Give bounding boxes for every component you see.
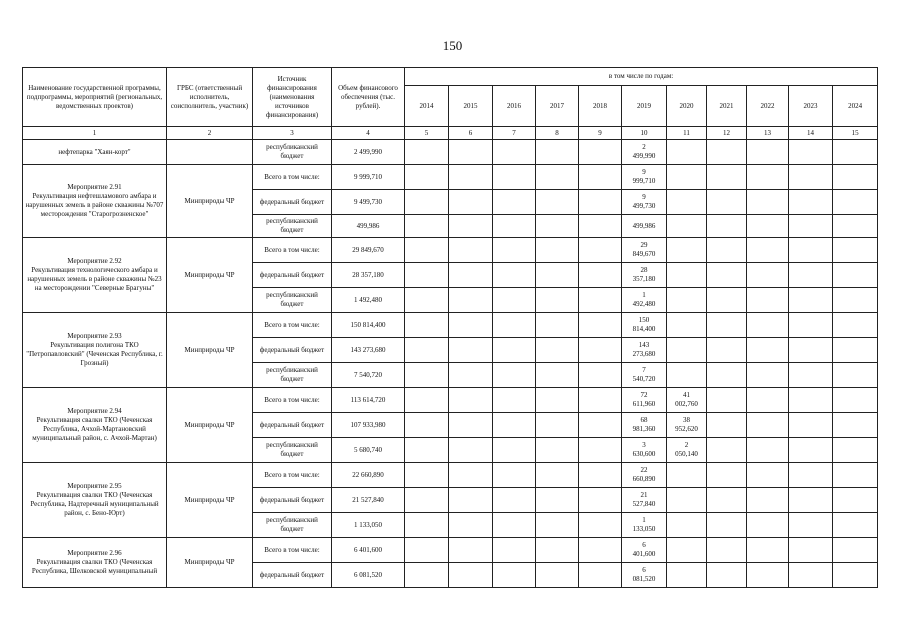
year-cell-empty — [747, 388, 789, 413]
year-cell-empty — [493, 288, 536, 313]
volume-cell: 499,986 — [332, 215, 405, 238]
year-cell-empty — [789, 488, 833, 513]
year-2020-cell — [667, 463, 707, 488]
year-cell-empty — [707, 215, 747, 238]
year-cell-empty — [493, 563, 536, 588]
column-number: 11 — [667, 127, 707, 140]
table-row — [23, 140, 878, 165]
column-number: 15 — [833, 127, 878, 140]
year-cell-empty — [789, 140, 833, 165]
header-grbs: ГРБС (ответственный исполнитель, соисполнитель, участник) — [167, 68, 253, 127]
year-2020-cell — [667, 488, 707, 513]
year-cell-empty — [536, 165, 579, 190]
year-2020-cell — [667, 513, 707, 538]
year-cell-empty — [747, 488, 789, 513]
year-cell-empty — [747, 215, 789, 238]
year-cell-empty — [747, 538, 789, 563]
source-cell: федеральный бюджет — [253, 263, 332, 288]
year-header: 2022 — [747, 86, 789, 127]
year-cell-empty — [536, 288, 579, 313]
source-cell: республиканский бюджет — [253, 513, 332, 538]
volume-cell: 21 527,840 — [332, 488, 405, 513]
table-row — [23, 388, 878, 413]
year-2019-cell: 1 133,050 — [622, 513, 667, 538]
year-2019-cell: 6 081,520 — [622, 563, 667, 588]
year-2019-cell: 29 849,670 — [622, 238, 667, 263]
year-cell-empty — [579, 140, 622, 165]
year-header: 2017 — [536, 86, 579, 127]
year-2019-cell: 2 499,990 — [622, 140, 667, 165]
source-cell: Всего в том числе: — [253, 165, 332, 190]
year-cell-empty — [405, 513, 449, 538]
header-volume: Объем финансового обеспечения (тыс. рублей). — [332, 68, 405, 127]
volume-cell: 107 933,980 — [332, 413, 405, 438]
year-cell-empty — [833, 215, 878, 238]
activity-name: Мероприятие 2.92 Рекультивация технологического амбара и нарушенных земель в районе скважины №23 на месторождении "Северные Брагуны" — [23, 238, 167, 313]
year-cell-empty — [789, 165, 833, 190]
year-cell-empty — [707, 413, 747, 438]
volume-cell: 1 133,050 — [332, 513, 405, 538]
year-cell-empty — [536, 438, 579, 463]
column-number: 2 — [167, 127, 253, 140]
year-cell-empty — [579, 388, 622, 413]
source-cell: федеральный бюджет — [253, 338, 332, 363]
source-cell: республиканский бюджет — [253, 363, 332, 388]
year-cell-empty — [493, 463, 536, 488]
year-cell-empty — [833, 140, 878, 165]
volume-cell: 6 081,520 — [332, 563, 405, 588]
year-cell-empty — [747, 238, 789, 263]
year-cell-empty — [405, 238, 449, 263]
year-cell-empty — [493, 388, 536, 413]
year-cell-empty — [449, 563, 493, 588]
year-2019-cell: 22 660,890 — [622, 463, 667, 488]
year-cell-empty — [789, 438, 833, 463]
year-cell-empty — [747, 338, 789, 363]
year-2019-cell: 150 814,400 — [622, 313, 667, 338]
year-cell-empty — [789, 238, 833, 263]
year-cell-empty — [707, 288, 747, 313]
year-cell-empty — [449, 215, 493, 238]
year-cell-empty — [493, 513, 536, 538]
year-cell-empty — [449, 388, 493, 413]
year-cell-empty — [789, 263, 833, 288]
year-cell-empty — [789, 538, 833, 563]
year-cell-empty — [405, 388, 449, 413]
year-cell-empty — [405, 538, 449, 563]
year-cell-empty — [747, 140, 789, 165]
year-2020-cell — [667, 338, 707, 363]
activity-name: нефтепарка "Хаян-корт" — [23, 140, 167, 165]
year-cell-empty — [493, 538, 536, 563]
year-cell-empty — [833, 238, 878, 263]
year-cell-empty — [707, 190, 747, 215]
activity-name: Мероприятие 2.91 Рекультивация нефтешламового амбара и нарушенных земель в районе скважины №707 месторождения "Старогрозненское" — [23, 165, 167, 238]
year-cell-empty — [579, 563, 622, 588]
year-cell-empty — [789, 338, 833, 363]
volume-cell: 6 401,600 — [332, 538, 405, 563]
year-header: 2014 — [405, 86, 449, 127]
year-cell-empty — [833, 165, 878, 190]
volume-cell: 113 614,720 — [332, 388, 405, 413]
year-cell-empty — [789, 313, 833, 338]
volume-cell: 22 660,890 — [332, 463, 405, 488]
year-cell-empty — [747, 413, 789, 438]
year-cell-empty — [833, 538, 878, 563]
year-cell-empty — [747, 165, 789, 190]
year-cell-empty — [493, 413, 536, 438]
year-cell-empty — [405, 463, 449, 488]
year-cell-empty — [707, 563, 747, 588]
year-cell-empty — [579, 538, 622, 563]
year-cell-empty — [579, 215, 622, 238]
year-cell-empty — [536, 190, 579, 215]
grbs-cell: Минприроды ЧР — [167, 165, 253, 238]
year-cell-empty — [579, 463, 622, 488]
table-row — [23, 238, 878, 263]
year-cell-empty — [579, 413, 622, 438]
year-cell-empty — [789, 288, 833, 313]
year-cell-empty — [789, 463, 833, 488]
header-years-caption: в том числе по годам: — [405, 68, 878, 86]
year-cell-empty — [579, 438, 622, 463]
source-cell: федеральный бюджет — [253, 563, 332, 588]
financing-table — [22, 67, 878, 588]
year-cell-empty — [833, 388, 878, 413]
year-2020-cell — [667, 140, 707, 165]
year-cell-empty — [579, 165, 622, 190]
year-2020-cell: 38 952,620 — [667, 413, 707, 438]
column-number: 1 — [23, 127, 167, 140]
source-cell: Всего в том числе: — [253, 538, 332, 563]
year-cell-empty — [493, 215, 536, 238]
year-2020-cell — [667, 190, 707, 215]
year-cell-empty — [493, 140, 536, 165]
year-cell-empty — [493, 338, 536, 363]
volume-cell: 9 499,730 — [332, 190, 405, 215]
year-cell-empty — [449, 488, 493, 513]
year-cell-empty — [493, 363, 536, 388]
source-cell: Всего в том числе: — [253, 238, 332, 263]
year-cell-empty — [449, 313, 493, 338]
year-cell-empty — [536, 538, 579, 563]
year-cell-empty — [707, 488, 747, 513]
year-cell-empty — [747, 363, 789, 388]
year-cell-empty — [449, 438, 493, 463]
year-cell-empty — [707, 263, 747, 288]
year-cell-empty — [789, 413, 833, 438]
grbs-cell: Минприроды ЧР — [167, 463, 253, 538]
year-cell-empty — [833, 313, 878, 338]
year-cell-empty — [449, 165, 493, 190]
year-cell-empty — [707, 538, 747, 563]
year-cell-empty — [405, 438, 449, 463]
year-cell-empty — [833, 288, 878, 313]
year-cell-empty — [536, 215, 579, 238]
year-cell-empty — [449, 263, 493, 288]
year-cell-empty — [536, 238, 579, 263]
year-header: 2020 — [667, 86, 707, 127]
table-row — [23, 165, 878, 190]
year-cell-empty — [579, 263, 622, 288]
year-cell-empty — [833, 513, 878, 538]
activity-name: Мероприятие 2.96 Рекультивация свалки ТКО (Чеченская Республика, Шелковской муниципальный — [23, 538, 167, 588]
page-number: 150 — [442, 38, 463, 53]
year-cell-empty — [833, 263, 878, 288]
year-header: 2019 — [622, 86, 667, 127]
year-cell-empty — [579, 338, 622, 363]
source-cell: Всего в том числе: — [253, 313, 332, 338]
year-cell-empty — [789, 513, 833, 538]
volume-cell: 29 849,670 — [332, 238, 405, 263]
year-cell-empty — [707, 338, 747, 363]
activity-name: Мероприятие 2.94 Рекультивация свалки ТКО (Чеченская Республика, Ачхой-Мартановский муниципальный район, с. Ачхой-Мартан) — [23, 388, 167, 463]
year-cell-empty — [833, 488, 878, 513]
column-number: 12 — [707, 127, 747, 140]
year-header: 2024 — [833, 86, 878, 127]
year-cell-empty — [707, 313, 747, 338]
year-cell-empty — [707, 438, 747, 463]
year-cell-empty — [449, 413, 493, 438]
year-cell-empty — [833, 338, 878, 363]
year-cell-empty — [707, 513, 747, 538]
volume-cell: 5 680,740 — [332, 438, 405, 463]
year-cell-empty — [747, 463, 789, 488]
column-number: 10 — [622, 127, 667, 140]
year-cell-empty — [747, 513, 789, 538]
year-2020-cell — [667, 215, 707, 238]
year-cell-empty — [579, 488, 622, 513]
year-cell-empty — [405, 363, 449, 388]
year-2020-cell — [667, 563, 707, 588]
year-2019-cell: 7 540,720 — [622, 363, 667, 388]
year-cell-empty — [449, 238, 493, 263]
year-cell-empty — [493, 313, 536, 338]
year-cell-empty — [536, 263, 579, 288]
year-cell-empty — [833, 563, 878, 588]
header-program-name: Наименование государственной программы, подпрограммы, мероприятий (региональных, ведомственных проектов) — [23, 68, 167, 127]
year-cell-empty — [747, 563, 789, 588]
year-cell-empty — [707, 388, 747, 413]
volume-cell: 28 357,180 — [332, 263, 405, 288]
year-header: 2021 — [707, 86, 747, 127]
year-cell-empty — [536, 140, 579, 165]
column-number: 7 — [493, 127, 536, 140]
year-cell-empty — [747, 438, 789, 463]
year-cell-empty — [536, 363, 579, 388]
year-cell-empty — [747, 288, 789, 313]
table-row — [23, 463, 878, 488]
year-cell-empty — [833, 438, 878, 463]
year-cell-empty — [747, 263, 789, 288]
year-cell-empty — [833, 190, 878, 215]
grbs-cell: Минприроды ЧР — [167, 238, 253, 313]
year-cell-empty — [493, 238, 536, 263]
column-number: 5 — [405, 127, 449, 140]
source-cell: федеральный бюджет — [253, 190, 332, 215]
year-2019-cell: 68 981,360 — [622, 413, 667, 438]
year-cell-empty — [707, 140, 747, 165]
source-cell: федеральный бюджет — [253, 413, 332, 438]
source-cell: федеральный бюджет — [253, 488, 332, 513]
column-number: 4 — [332, 127, 405, 140]
column-number: 9 — [579, 127, 622, 140]
year-cell-empty — [405, 263, 449, 288]
year-2020-cell — [667, 238, 707, 263]
year-cell-empty — [579, 363, 622, 388]
year-cell-empty — [707, 238, 747, 263]
year-cell-empty — [536, 463, 579, 488]
year-cell-empty — [405, 165, 449, 190]
year-cell-empty — [449, 463, 493, 488]
year-cell-empty — [707, 165, 747, 190]
year-cell-empty — [579, 238, 622, 263]
grbs-cell — [167, 140, 253, 165]
year-cell-empty — [789, 190, 833, 215]
year-cell-empty — [747, 313, 789, 338]
year-header: 2023 — [789, 86, 833, 127]
column-number: 14 — [789, 127, 833, 140]
year-2019-cell: 21 527,840 — [622, 488, 667, 513]
year-cell-empty — [405, 338, 449, 363]
year-header: 2016 — [493, 86, 536, 127]
year-cell-empty — [579, 313, 622, 338]
year-cell-empty — [493, 438, 536, 463]
year-cell-empty — [405, 140, 449, 165]
year-cell-empty — [449, 140, 493, 165]
year-cell-empty — [789, 388, 833, 413]
volume-cell: 143 273,680 — [332, 338, 405, 363]
source-cell: Всего в том числе: — [253, 388, 332, 413]
year-cell-empty — [493, 190, 536, 215]
year-2019-cell: 9 499,730 — [622, 190, 667, 215]
year-cell-empty — [833, 463, 878, 488]
source-cell: республиканский бюджет — [253, 215, 332, 238]
year-header: 2018 — [579, 86, 622, 127]
year-cell-empty — [449, 513, 493, 538]
year-cell-empty — [789, 563, 833, 588]
year-cell-empty — [493, 165, 536, 190]
year-cell-empty — [536, 563, 579, 588]
volume-cell: 2 499,990 — [332, 140, 405, 165]
year-2020-cell: 2 050,140 — [667, 438, 707, 463]
year-cell-empty — [405, 313, 449, 338]
year-cell-empty — [405, 563, 449, 588]
grbs-cell: Минприроды ЧР — [167, 388, 253, 463]
year-2020-cell: 41 002,760 — [667, 388, 707, 413]
year-cell-empty — [579, 288, 622, 313]
year-2019-cell: 6 401,600 — [622, 538, 667, 563]
year-2019-cell: 9 999,710 — [622, 165, 667, 190]
year-cell-empty — [449, 363, 493, 388]
year-cell-empty — [789, 215, 833, 238]
year-2020-cell — [667, 165, 707, 190]
year-2019-cell: 1 492,480 — [622, 288, 667, 313]
year-cell-empty — [579, 513, 622, 538]
year-cell-empty — [707, 463, 747, 488]
volume-cell: 7 540,720 — [332, 363, 405, 388]
grbs-cell: Минприроды ЧР — [167, 538, 253, 588]
year-cell-empty — [536, 413, 579, 438]
year-header: 2015 — [449, 86, 493, 127]
year-2019-cell: 3 630,600 — [622, 438, 667, 463]
year-cell-empty — [449, 288, 493, 313]
year-2020-cell — [667, 313, 707, 338]
year-2019-cell: 28 357,180 — [622, 263, 667, 288]
year-2019-cell: 499,986 — [622, 215, 667, 238]
year-cell-empty — [405, 190, 449, 215]
year-cell-empty — [405, 288, 449, 313]
activity-name: Мероприятие 2.95 Рекультивация свалки ТКО (Чеченская Республика, Надтеречный муниципальный район, с. Бено-Юрт) — [23, 463, 167, 538]
year-cell-empty — [493, 488, 536, 513]
source-cell: республиканский бюджет — [253, 288, 332, 313]
year-cell-empty — [536, 338, 579, 363]
source-cell: республиканский бюджет — [253, 140, 332, 165]
year-cell-empty — [405, 215, 449, 238]
table-row — [23, 538, 878, 563]
activity-name: Мероприятие 2.93 Рекультивация полигона ТКО "Петропавловский" (Чеченская Республика, г. Грозный) — [23, 313, 167, 388]
header-source: Источник финансирования (наименования источников финансирования) — [253, 68, 332, 127]
column-number: 6 — [449, 127, 493, 140]
year-cell-empty — [536, 488, 579, 513]
year-2020-cell — [667, 363, 707, 388]
year-cell-empty — [579, 190, 622, 215]
year-cell-empty — [789, 363, 833, 388]
volume-cell: 150 814,400 — [332, 313, 405, 338]
volume-cell: 9 999,710 — [332, 165, 405, 190]
year-cell-empty — [833, 363, 878, 388]
year-2020-cell — [667, 288, 707, 313]
column-number: 3 — [253, 127, 332, 140]
source-cell: Всего в том числе: — [253, 463, 332, 488]
year-2019-cell: 72 611,960 — [622, 388, 667, 413]
year-cell-empty — [449, 190, 493, 215]
year-cell-empty — [536, 513, 579, 538]
year-cell-empty — [536, 388, 579, 413]
year-2020-cell — [667, 538, 707, 563]
year-cell-empty — [707, 363, 747, 388]
table-row — [23, 313, 878, 338]
year-cell-empty — [449, 538, 493, 563]
year-cell-empty — [405, 413, 449, 438]
grbs-cell: Минприроды ЧР — [167, 313, 253, 388]
year-cell-empty — [405, 488, 449, 513]
year-cell-empty — [449, 338, 493, 363]
column-number: 13 — [747, 127, 789, 140]
year-2019-cell: 143 273,680 — [622, 338, 667, 363]
year-cell-empty — [747, 190, 789, 215]
year-2020-cell — [667, 263, 707, 288]
volume-cell: 1 492,480 — [332, 288, 405, 313]
source-cell: республиканский бюджет — [253, 438, 332, 463]
column-number: 8 — [536, 127, 579, 140]
year-cell-empty — [833, 413, 878, 438]
year-cell-empty — [493, 263, 536, 288]
year-cell-empty — [536, 313, 579, 338]
